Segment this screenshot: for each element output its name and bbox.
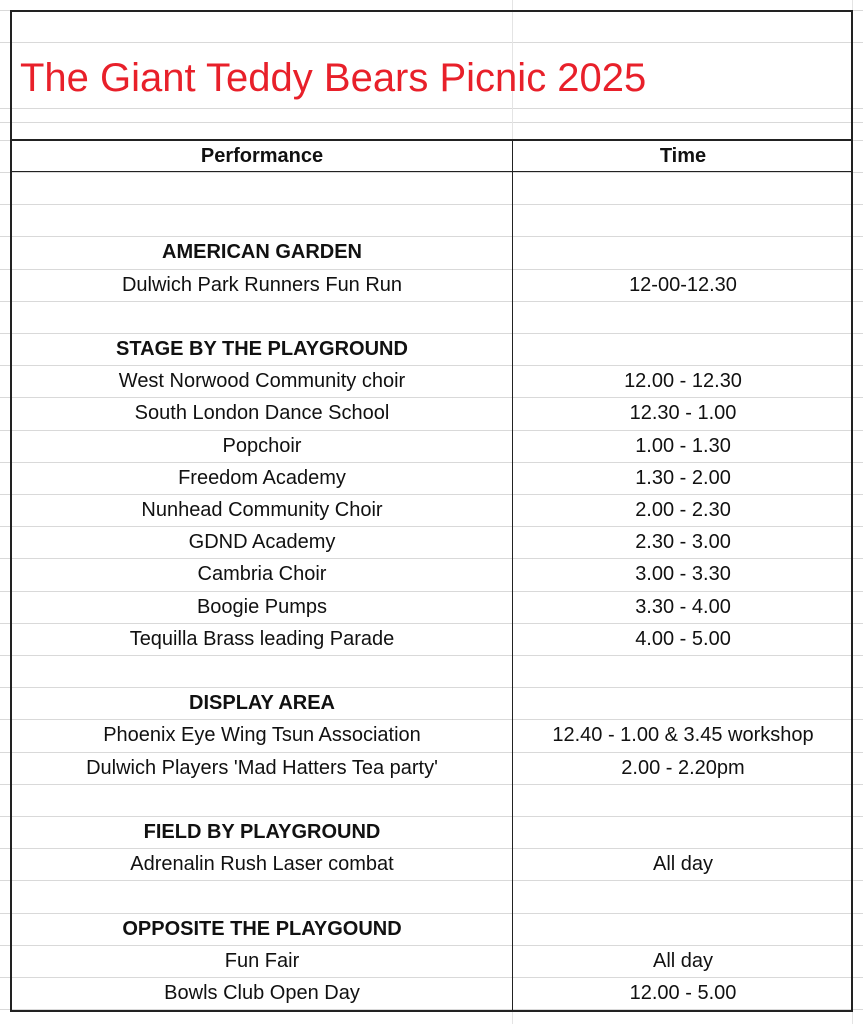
time-cell[interactable]: 12.40 - 1.00 & 3.45 workshop xyxy=(552,724,814,746)
time-cell[interactable]: 12.00 - 5.00 xyxy=(629,982,737,1004)
header-performance[interactable]: Performance xyxy=(200,145,324,167)
time-cell[interactable]: 1.00 - 1.30 xyxy=(635,435,731,457)
performance-cell[interactable]: Phoenix Eye Wing Tsun Association xyxy=(103,724,421,746)
time-cell[interactable]: 1.30 - 2.00 xyxy=(635,467,731,489)
time-cell[interactable]: 4.00 - 5.00 xyxy=(635,628,731,650)
header-border-bottom xyxy=(10,171,853,172)
section-heading[interactable]: AMERICAN GARDEN xyxy=(162,241,362,263)
performance-cell[interactable]: West Norwood Community choir xyxy=(118,370,406,392)
section-heading[interactable]: FIELD BY PLAYGROUND xyxy=(143,821,381,843)
section-heading[interactable]: DISPLAY AREA xyxy=(189,692,335,714)
gridline-horizontal xyxy=(0,204,863,205)
performance-cell[interactable]: Freedom Academy xyxy=(178,467,346,489)
performance-cell[interactable]: Cambria Choir xyxy=(197,563,327,585)
performance-cell[interactable]: Dulwich Park Runners Fun Run xyxy=(121,274,403,296)
time-cell[interactable]: All day xyxy=(652,950,714,972)
gridline-horizontal xyxy=(0,42,863,43)
performance-cell[interactable]: Nunhead Community Choir xyxy=(141,499,383,521)
time-cell[interactable]: 12.30 - 1.00 xyxy=(629,402,737,424)
performance-cell[interactable]: Adrenalin Rush Laser combat xyxy=(130,853,394,875)
time-cell[interactable]: 3.00 - 3.30 xyxy=(635,563,731,585)
performance-cell[interactable]: Tequilla Brass leading Parade xyxy=(129,628,395,650)
gridline-horizontal xyxy=(0,655,863,656)
time-cell[interactable]: 12-00-12.30 xyxy=(629,274,737,296)
gridline-horizontal xyxy=(0,880,863,881)
gridline-horizontal xyxy=(0,784,863,785)
gridline-horizontal xyxy=(0,172,863,173)
performance-cell[interactable]: Dulwich Players 'Mad Hatters Tea party' xyxy=(86,757,438,779)
time-cell[interactable]: 12.00 - 12.30 xyxy=(624,370,742,392)
table-border-bottom xyxy=(10,1010,853,1012)
performance-cell[interactable]: GDND Academy xyxy=(188,531,336,553)
performance-cell[interactable]: Boogie Pumps xyxy=(196,596,328,618)
title-border-top xyxy=(10,10,853,12)
performance-cell[interactable]: Popchoir xyxy=(222,435,302,457)
table-border-right xyxy=(851,139,853,1012)
time-cell[interactable]: 2.00 - 2.30 xyxy=(635,499,731,521)
table-border-left xyxy=(10,139,12,1012)
performance-cell[interactable]: Bowls Club Open Day xyxy=(164,982,360,1004)
time-cell[interactable]: All day xyxy=(652,853,714,875)
time-cell[interactable]: 2.30 - 3.00 xyxy=(635,531,731,553)
header-time[interactable]: Time xyxy=(659,145,707,167)
gridline-horizontal xyxy=(0,122,863,123)
title-border-left xyxy=(10,10,12,140)
time-cell[interactable]: 3.30 - 4.00 xyxy=(635,596,731,618)
performance-cell[interactable]: South London Dance School xyxy=(134,402,390,424)
table-border-top xyxy=(10,139,853,141)
gridline-horizontal xyxy=(0,301,863,302)
column-divider xyxy=(512,139,513,1012)
performance-cell[interactable]: Fun Fair xyxy=(224,950,300,972)
section-heading[interactable]: STAGE BY THE PLAYGROUND xyxy=(116,338,408,360)
section-heading[interactable]: OPPOSITE THE PLAYGOUND xyxy=(122,918,402,940)
time-cell[interactable]: 2.00 - 2.20pm xyxy=(621,757,745,779)
title-border-right xyxy=(851,10,853,140)
sheet-title: The Giant Teddy Bears Picnic 2025 xyxy=(20,56,647,100)
gridline-horizontal xyxy=(0,108,863,109)
